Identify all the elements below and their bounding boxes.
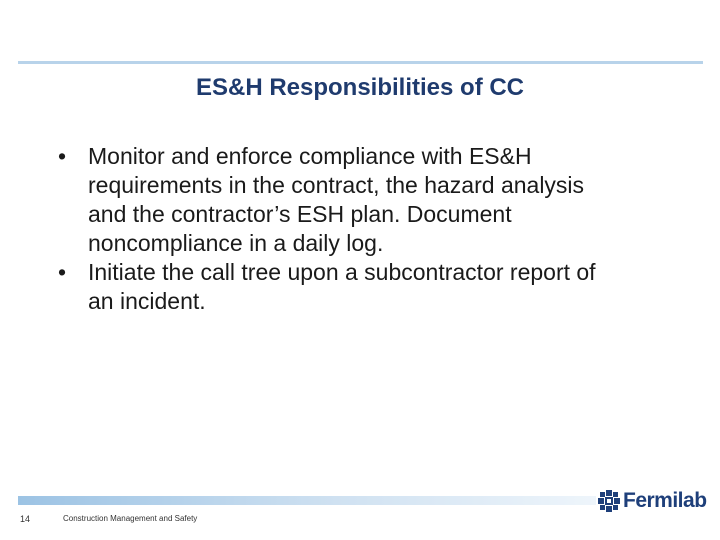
bullet-item [58,142,618,258]
bullet-marker: • [58,143,67,169]
bullet-marker: • [58,259,67,285]
slide-title: ES&H Responsibilities of CC [195,74,525,101]
fermilab-logo-text: Fermilab [623,489,707,512]
bullet-list [58,142,618,316]
bullet-item [58,258,618,316]
bullet-text: Initiate the call tree upon a subcontractor report of an incident. [88,259,596,314]
fermilab-logo [598,488,707,514]
footer-bar [18,496,596,505]
fermilab-logo-icon [598,490,620,512]
footer-text: Construction Management and Safety [63,514,198,523]
page-number: 14 [20,514,31,524]
header-divider [18,61,703,64]
bullet-text: Monitor and enforce compliance with ES&H requirements in the contract, the hazard analysis and the contractor’s ESH plan. Document noncompliance in a daily log. [88,143,585,256]
